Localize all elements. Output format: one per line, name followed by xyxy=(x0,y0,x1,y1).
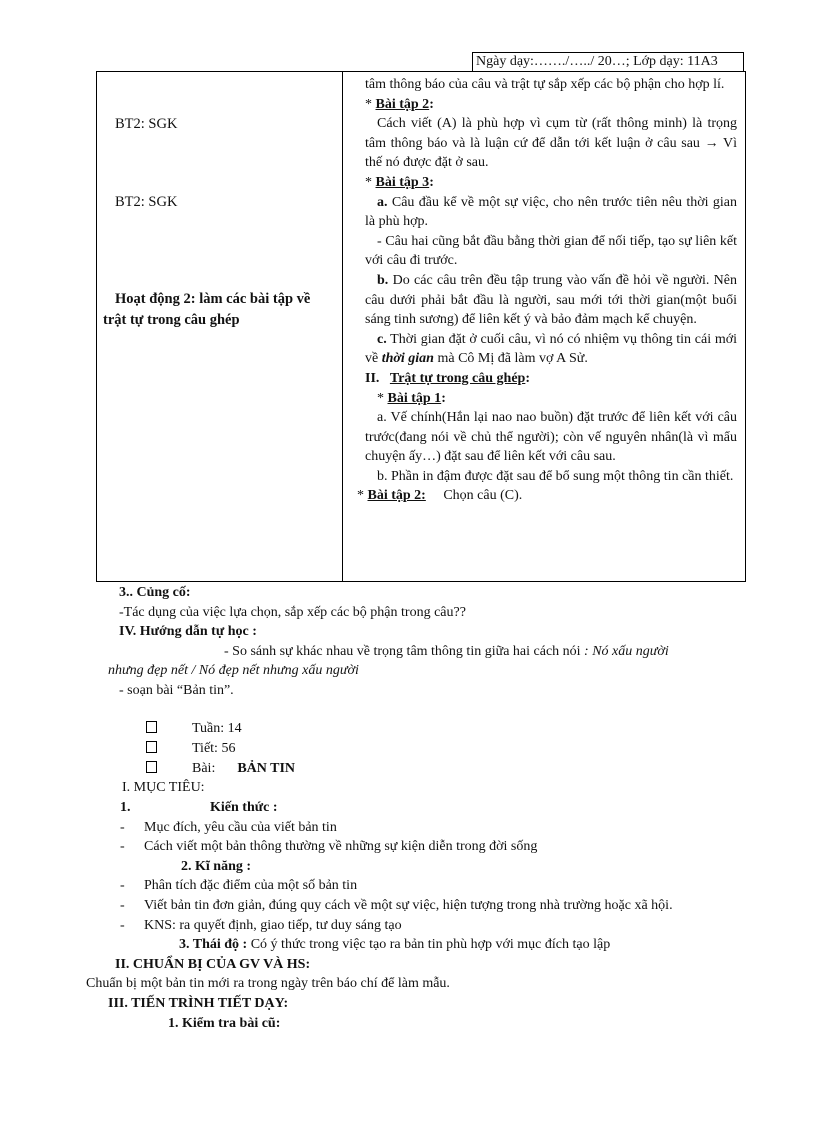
heading-bt2: * Bài tập 2: xyxy=(365,96,434,112)
heading-section-ii: II. Trật tự trong câu ghép: xyxy=(365,370,531,386)
checkbox-icon xyxy=(146,761,157,773)
activity-2-line1: Hoạt động 2: làm các bài tập về xyxy=(115,291,311,307)
activity-column xyxy=(97,72,343,582)
left-bt2-a: BT2: SGK xyxy=(115,116,178,132)
muc-tieu-heading: I. MỤC TIÊU: xyxy=(122,780,205,795)
kn-item-1: - Phân tích đặc điểm của một số bản tin xyxy=(120,878,358,893)
checkbox-icon xyxy=(146,741,157,753)
content-column xyxy=(343,72,746,582)
kien-thuc-heading: Kiến thức : xyxy=(210,800,278,815)
heading-bt1: * Bài tập 1: xyxy=(377,390,446,406)
kt-item-2: - Cách viết một bản thông thường về những sự kiện diễn trong đời sống xyxy=(120,839,538,854)
para-intro: tâm thông báo của câu và trật tự sắp xếp các bộ phận cho hợp lí. xyxy=(365,77,725,92)
tuan-item: Tuần: 14 xyxy=(146,721,242,737)
chuan-bi-heading: II. CHUẨN BỊ CỦA GV VÀ HS: xyxy=(115,957,311,972)
thai-do: 3. Thái độ : Có ý thức trong việc tạo ra bản tin phù hợp với mục đích tạo lập xyxy=(179,937,611,952)
tien-trinh-heading: III. TIẾN TRÌNH TIẾT DẠY: xyxy=(108,996,289,1011)
para-bt3-a: a. Câu đầu kể về một sự việc, cho nên trước tiên nêu thời gian là phù hợp. xyxy=(365,194,737,230)
heading-bt3: * Bài tập 3: xyxy=(365,174,434,190)
ki-nang-heading: 2. Kĩ năng : xyxy=(181,859,252,874)
para-bt3-a2: - Câu hai cũng bắt đầu bằng thời gian để nối tiếp, tạo sự liên kết với câu đi trước. xyxy=(365,233,737,269)
lesson-table xyxy=(96,71,746,582)
para-bt1-b: b. Phần in đậm được đặt sau để bổ sung một thông tin cần thiết. xyxy=(377,468,734,484)
kiem-tra-heading: 1. Kiểm tra bài cũ: xyxy=(168,1016,281,1031)
kien-thuc-num: 1. xyxy=(120,800,131,815)
para-bt1-a: a. Vế chính(Hắn lại nao nao buồn) đặt trước để liên kết với câu trước(đang nói về chủ thể người); còn vế nguyên nhân(là vì mẩu chuyện ấy…) đặt sau để liên kết với câu sau. xyxy=(365,410,737,465)
para-bt3-c: c. Thời gian đặt ở cuối câu, vì nó có nhiệm vụ thông tin cái mới về thời gian mà Cô Mị đã làm vợ A Sử. xyxy=(365,331,737,367)
kn-item-2: - Viết bản tin đơn giản, đúng quy cách về một sự việc, hiện tượng trong nhà trường hoặc xã hội. xyxy=(120,898,673,913)
kn-item-3: - KNS: ra quyết định, giao tiếp, tư duy sáng tạo xyxy=(120,918,402,933)
para-bt3-b: b. Do các câu trên đều tập trung vào vấn đề hỏi về người. Nên câu dưới phải bắt đầu là người, sau mới tới thời gian(một buổi sáng tinh sương) để liên kết ý và bảo đảm mạch kể chuyện. xyxy=(365,272,737,328)
checkbox-icon xyxy=(146,721,157,733)
activity-2-line2: trật tự trong câu ghép xyxy=(103,312,240,328)
cung-co-heading: 3.. Củng cố: xyxy=(119,585,191,600)
para-bt2: Cách viết (A) là phù hợp vì cụm từ (rất thông minh) là trọng tâm thông báo và là luận cứ để dẫn tới kết luận ở câu sau → Vì thế nó được đặt ở sau. xyxy=(365,116,737,171)
tiet-item: Tiết: 56 xyxy=(146,741,235,757)
so-sanh-line1: - So sánh sự khác nhau về trọng tâm thông tin giữa hai cách nói : Nó xấu người xyxy=(224,644,669,659)
chuan-bi-text: Chuẩn bị một bản tin mới ra trong ngày trên báo chí để làm mẫu. xyxy=(86,976,450,991)
kt-item-1: - Mục đích, yêu cầu của viết bản tin xyxy=(120,820,337,835)
date-class-header: Ngày dạy:……./…../ 20…; Lớp dạy: 11A3 xyxy=(472,52,744,72)
soan-bai: - soạn bài “Bản tin”. xyxy=(119,683,234,698)
left-bt2-b: BT2: SGK xyxy=(115,194,178,210)
para-bt2-answer: * Bài tập 2: Chọn câu (C). xyxy=(357,488,523,504)
so-sanh-line2: nhưng đẹp nết / Nó đẹp nết nhưng xấu người xyxy=(108,663,359,678)
huong-dan-heading: IV. Hướng dẫn tự học : xyxy=(119,624,257,639)
bai-item: Bài: BẢN TIN xyxy=(146,761,295,777)
cung-co-text: -Tác dụng của việc lựa chọn, sắp xếp các bộ phận trong câu?? xyxy=(119,605,466,620)
